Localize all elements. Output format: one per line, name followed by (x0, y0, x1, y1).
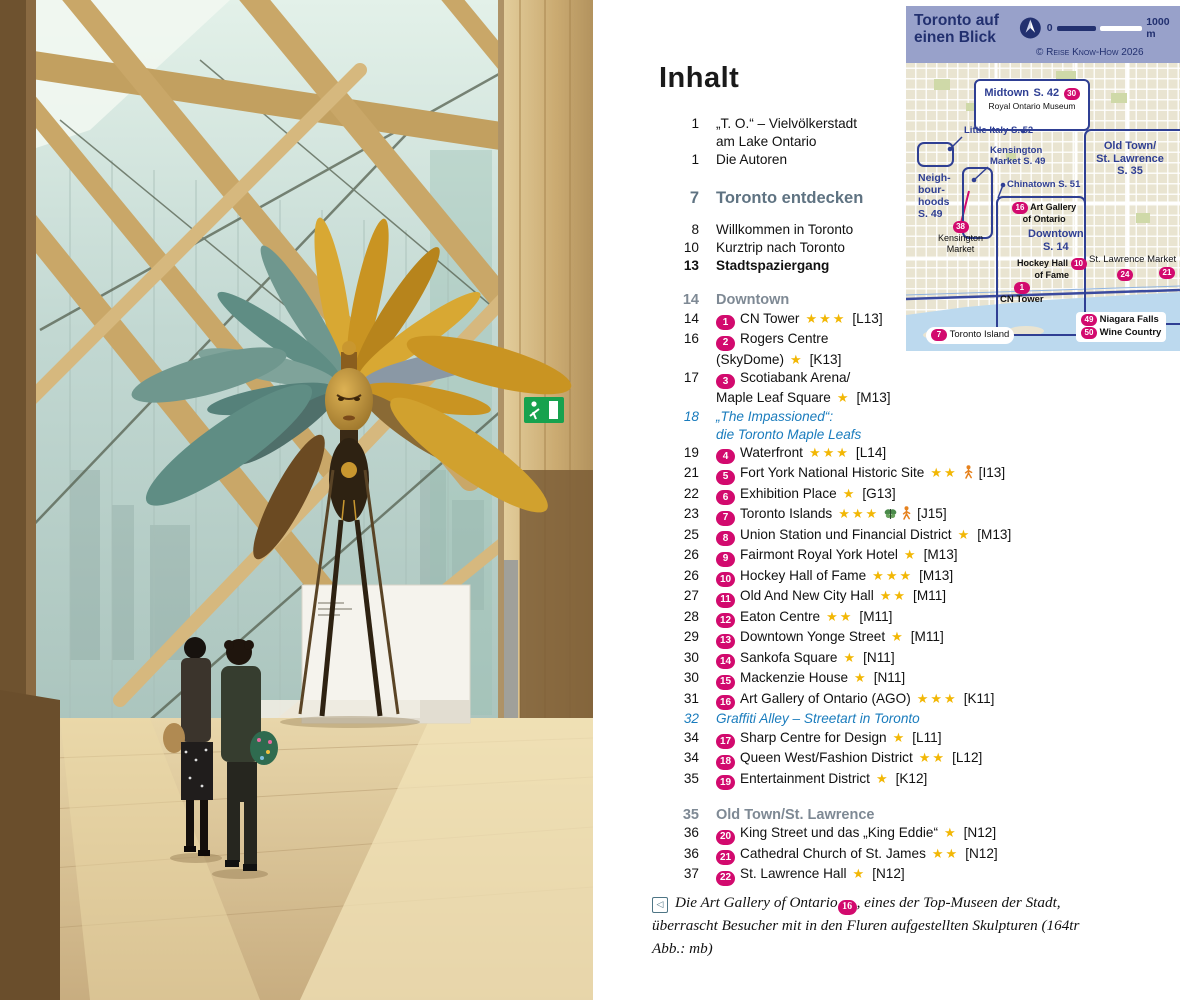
toc-page-number: 21 (683, 465, 699, 481)
old-town-label[interactable]: Old Town/ St. Lawrence S. 35 (1096, 140, 1164, 178)
map-grid-reference: [J15] (917, 506, 947, 522)
poi-number-badge: 5 (716, 470, 735, 485)
star-rating: ★★ (918, 750, 947, 766)
star-rating: ★★ (826, 608, 854, 624)
toc-label: „T. O.“ – Vielvölkerstadt (716, 116, 858, 131)
toc-page-number: 36 (683, 845, 699, 861)
person-icon (963, 465, 974, 484)
toc-label: Cathedral Church of St. James (740, 845, 926, 861)
poi-number-badge: 14 (716, 654, 735, 669)
poi-number-badge: 10 (1071, 258, 1087, 270)
toc-label: (SkyDome) (716, 351, 784, 367)
toc-page-number: 34 (683, 729, 699, 745)
hockey-hall-label[interactable]: Hockey Hall 10 of Fame (1017, 258, 1087, 281)
toc-label: Rogers Centre (740, 331, 829, 347)
poi-number-badge: 1 (716, 315, 735, 330)
neighbourhoods-label[interactable]: Neigh- bour- hoods S. 49 (918, 172, 951, 221)
star-rating: ★ (875, 770, 890, 786)
toc-page-number: 35 (682, 807, 699, 824)
star-rating: ★ (842, 485, 857, 501)
toc-label: Old And New City Hall (740, 588, 874, 604)
star-rating: ★ (789, 351, 804, 367)
toc-label: Eaton Centre (740, 608, 821, 624)
poi-number-badge: 1 (1014, 282, 1030, 294)
toc-entry[interactable] (659, 649, 1109, 670)
map-grid-reference: [M11] (859, 608, 893, 624)
scale-bar-open (1100, 26, 1142, 31)
toc-entry[interactable] (659, 505, 1109, 526)
poi-number-badge: 30 (1064, 88, 1080, 100)
downtown-label[interactable]: Downtown S. 14 (1028, 228, 1084, 253)
map-grid-reference: [L14] (855, 444, 887, 460)
little-italy-label[interactable]: Little Italy S. 52 (964, 125, 1034, 136)
toc-page-number: 31 (683, 690, 699, 706)
star-rating: ★★★ (872, 567, 914, 583)
toc-page-number: 7 (689, 188, 699, 207)
toc-entry[interactable] (659, 770, 1109, 791)
toc-label: Entertainment District (740, 770, 870, 786)
toc-page-number: 32 (683, 711, 699, 727)
toc-label: Sankofa Square (740, 649, 838, 665)
toc-label: Old Town/St. Lawrence (716, 807, 875, 824)
poi-number-badge: 13 (716, 634, 735, 649)
star-rating: ★★ (930, 465, 958, 481)
toc-entry[interactable] (659, 824, 1109, 845)
toc-page-number: 13 (683, 258, 699, 274)
toc-label: Mackenzie House (740, 670, 849, 686)
map-grid-reference: [K11] (963, 690, 995, 706)
map-grid-reference: [M13] (923, 547, 958, 563)
toc-page-number: 25 (683, 526, 699, 542)
scale-bar-solid (1057, 26, 1097, 31)
poi-number-badge: 20 (716, 830, 735, 845)
star-rating: ★ (957, 526, 972, 542)
star-rating: ★ (903, 547, 918, 563)
toc-label: Graffiti Alley – Streetart in Toronto (716, 711, 920, 727)
toc-page-number: 16 (683, 331, 699, 347)
star-rating: ★ (892, 729, 907, 745)
toc-entry[interactable] (659, 806, 1109, 824)
map-grid-reference: [L11] (912, 729, 942, 745)
toronto-island-label[interactable]: 7 Toronto Island (926, 327, 1014, 344)
poi-number-badge: 19 (716, 775, 735, 790)
toc-entry-text (716, 369, 1109, 408)
toc-page-number: 1 (691, 152, 699, 168)
poi-number-badge: 7 (931, 329, 947, 341)
toc-entry[interactable] (659, 710, 1109, 728)
poi-number-badge: 10 (716, 572, 735, 587)
star-rating: ★ (854, 670, 868, 686)
poi-number-badge: 12 (716, 613, 735, 628)
toc-entry[interactable] (659, 608, 1109, 629)
map-header (906, 6, 1180, 63)
star-rating: ★★★ (838, 506, 880, 522)
toc-page-number: 14 (683, 310, 699, 326)
toc-entry[interactable] (659, 464, 1109, 485)
star-rating: ★ (891, 629, 905, 645)
map-grid-reference: [N11] (873, 670, 906, 686)
toc-entry[interactable] (659, 690, 1109, 711)
toc-entry[interactable] (659, 408, 1109, 444)
caption-text-pre: Die Art Gallery of Ontario (675, 894, 838, 911)
poi-number-badge: 21 (716, 850, 735, 865)
overview-map-panel (906, 6, 1180, 351)
ago-label[interactable]: 16 Art Gallery of Ontario (1012, 202, 1076, 225)
toc-page-number: 37 (683, 866, 699, 882)
midtown-page: S. 42 (1033, 87, 1060, 99)
toc-page-number: 29 (683, 629, 699, 645)
midtown-poi: Royal Ontario Museum (988, 101, 1076, 111)
poi-number-badge: 6 (716, 490, 735, 505)
toc-entry-text (716, 669, 1109, 690)
toc-page-number: 26 (683, 567, 699, 583)
toc-label: Downtown Yonge Street (740, 629, 886, 645)
person-icon (901, 506, 912, 525)
toc-label: Fort York National Historic Site (740, 465, 925, 481)
toc-page-number: 36 (683, 825, 699, 841)
map-copyright: © Reise Know-How 2026 (1036, 47, 1144, 58)
poi-number-badge: 18 (716, 755, 735, 770)
caption-back-icon: ◁ (652, 897, 668, 913)
toc-entry-text (716, 505, 1109, 526)
toc-label: „The Impassioned“: (716, 408, 834, 424)
toc-entry[interactable] (659, 669, 1109, 690)
caption-text-post: , eines der Top-Museen der Stadt, überrascht Besucher mit in den Fluren aufgestellten Skulpturen (164tr Abb.: mb) (652, 894, 1080, 957)
poi-number-badge: 3 (716, 374, 735, 389)
map-grid-reference: [N12] (872, 866, 905, 882)
toc-label: Exhibition Place (740, 485, 837, 501)
toc-page-number: 14 (682, 292, 699, 309)
poi-number-badge: 22 (716, 871, 735, 886)
map-body (906, 63, 1180, 351)
map-grid-reference: [K12] (895, 770, 928, 786)
poi-number-badge: 16 (716, 695, 735, 710)
map-scale-area (1018, 6, 1180, 63)
poi-number-badge: 9 (716, 552, 735, 567)
toc-label: die Toronto Maple Leafs (716, 426, 862, 442)
photo-caption (652, 892, 1114, 960)
toc-entry-text (716, 770, 1109, 791)
toc-entry[interactable] (659, 587, 1109, 608)
scale-end: 1000 m (1146, 16, 1170, 40)
toc-label: Die Autoren (716, 152, 788, 168)
toc-entry[interactable] (659, 546, 1109, 567)
star-rating: ★ (944, 825, 958, 841)
toc-entry[interactable] (659, 729, 1109, 750)
map-grid-reference: [M11] (913, 588, 947, 604)
toc-page-number: 28 (683, 608, 699, 624)
toc-entry-text (716, 608, 1109, 629)
toc-page-number: 1 (691, 116, 699, 131)
map-grid-reference: [I13] (978, 465, 1006, 481)
toc-entry[interactable] (659, 628, 1109, 649)
toc-entry-text (716, 546, 1109, 567)
map-title-line1: Toronto auf (914, 12, 999, 29)
toc-entry-text (716, 587, 1109, 608)
map-grid-reference: [N11] (863, 649, 895, 665)
toc-entry[interactable] (659, 749, 1109, 770)
toc-label: St. Lawrence Hall (740, 866, 847, 882)
poi-number-badge: 2 (716, 336, 735, 351)
poi-number-badge: 4 (716, 449, 735, 464)
map-region-little-italy[interactable] (917, 142, 954, 167)
toc-entry-text (716, 824, 1109, 845)
toc-entry[interactable] (659, 369, 1109, 408)
toc-label: Willkommen in Toronto (716, 221, 854, 237)
toc-entry-text (716, 444, 1109, 465)
toc-entry-text (716, 806, 1109, 824)
map-grid-reference: [M13] (977, 526, 1012, 542)
toc-entry-text (716, 408, 1109, 444)
toc-entry-text (716, 749, 1109, 770)
map-grid-reference: [G13] (862, 485, 896, 501)
toc-label: am Lake Ontario (716, 134, 817, 150)
star-rating: ★★ (931, 845, 960, 861)
star-rating: ★★ (879, 588, 908, 604)
map-title-line2: einen Blick (914, 28, 996, 46)
toc-page-number: 19 (683, 444, 699, 460)
page-title: Inhalt (659, 62, 740, 94)
toc-entry[interactable] (659, 845, 1109, 866)
map-title (906, 6, 1018, 63)
toc-page-number: 30 (683, 670, 699, 686)
scale-start: 0 (1046, 22, 1053, 34)
poi-number-badge: 49 (1081, 314, 1097, 326)
poi-number-badge: 16 (838, 900, 857, 915)
st-lawrence-market-label[interactable]: St. Lawrence Market (1089, 254, 1177, 265)
toc-label: Toronto entdecken (716, 188, 864, 207)
toc-label: Stadtspaziergang (716, 258, 830, 274)
toc-entry[interactable] (659, 444, 1109, 465)
toc-page-number: 30 (683, 649, 699, 665)
toc-entry-text (716, 729, 1109, 750)
toc-entry-text (716, 464, 1109, 485)
star-rating: ★★★ (808, 444, 850, 460)
toc-entry[interactable] (659, 865, 1109, 886)
toc-label: Maple Leaf Square (716, 390, 831, 406)
toc-page-number: 8 (691, 221, 699, 237)
toc-label: King Street und das „King Eddie“ (740, 825, 938, 841)
poi-number-badge: 7 (716, 511, 735, 526)
map-region-midtown-label[interactable] (974, 79, 1090, 131)
star-rating: ★★★ (916, 690, 958, 706)
toc-page-number: 17 (683, 369, 699, 385)
map-grid-reference: [L12] (952, 750, 983, 766)
toc-label: Waterfront (740, 444, 803, 460)
toc-label: Kurztrip nach Toronto (716, 240, 845, 256)
poi-number-badge: 38 (953, 221, 969, 233)
toc-entry-text (716, 526, 1109, 547)
midtown-name: Midtown (984, 87, 1029, 99)
toc-label: Scotiabank Arena/ (740, 369, 851, 385)
poi-number-badge: 8 (716, 531, 735, 546)
toc-label: Queen West/Fashion District (740, 750, 913, 766)
toc-entry[interactable] (659, 526, 1109, 547)
poi-number-badge: 16 (1012, 202, 1028, 214)
toc-entry-text (716, 628, 1109, 649)
map-grid-reference: [K13] (809, 351, 842, 367)
poi-number-badge: 15 (716, 675, 735, 690)
map-grid-reference: [M13] (919, 567, 954, 583)
poi-number-badge: 50 (1081, 327, 1097, 339)
star-rating: ★ (836, 390, 851, 406)
toc-page-number: 27 (683, 588, 699, 604)
exit-sign (524, 397, 564, 423)
map-grid-reference: [N12] (963, 825, 997, 841)
toc-page-number: 26 (683, 547, 699, 563)
toc-entry-text (716, 485, 1109, 506)
star-rating: ★ (852, 866, 867, 882)
toc-label: Downtown (716, 292, 790, 309)
star-rating: ★★★ (805, 310, 847, 326)
poi-number-badge: 21 (1159, 267, 1175, 279)
poi-number-badge: 24 (1117, 269, 1133, 281)
toc-entry-text (716, 690, 1109, 711)
cn-tower-label[interactable]: 1 CN Tower (1000, 283, 1044, 305)
toc-page-number: 10 (683, 240, 699, 256)
toc-entry-text (716, 845, 1109, 866)
map-grid-reference: [N12] (965, 845, 998, 861)
poi-number-badge: 17 (716, 734, 735, 749)
toc-page-number: 34 (683, 750, 699, 766)
toc-page-number: 23 (683, 506, 699, 522)
toc-label: Toronto Islands (740, 506, 833, 522)
niagara-wine-label[interactable]: 49 Niagara Falls 50 Wine Country (1076, 312, 1166, 342)
toc-label: Art Gallery of Ontario (AGO) (740, 690, 911, 706)
map-grid-reference: [M13] (856, 390, 891, 406)
toc-label: Fairmont Royal York Hotel (740, 547, 898, 563)
toc-entry[interactable] (659, 567, 1109, 588)
kensington-area-label[interactable]: Kensington Market S. 49 (990, 145, 1046, 167)
map-grid-reference: [L13] (852, 310, 883, 326)
toc-label: Union Station und Financial District (740, 526, 952, 542)
toc-page-number: 35 (683, 770, 699, 786)
toc-page-number: 18 (683, 408, 699, 424)
poi-number-badge: 11 (716, 593, 735, 608)
toc-entry-text (716, 649, 1109, 670)
toc-label: Hockey Hall of Fame (740, 567, 867, 583)
compass-icon (1018, 15, 1043, 41)
toc-entry-text (716, 567, 1109, 588)
map-grid-reference: [M11] (910, 629, 944, 645)
toc-entry[interactable] (659, 485, 1109, 506)
toc-label: Sharp Centre for Design (740, 729, 887, 745)
kensington-market-label[interactable]: 38 Kensington Market (938, 222, 984, 254)
toc-entry-text (716, 865, 1109, 886)
toc-page-number: 22 (683, 485, 699, 501)
butterfly-icon (884, 507, 897, 525)
toc-entry-text (716, 710, 1109, 728)
toc-label: CN Tower (740, 310, 800, 326)
chinatown-label[interactable]: Chinatown S. 51 (1007, 179, 1081, 190)
star-rating: ★ (843, 649, 858, 665)
